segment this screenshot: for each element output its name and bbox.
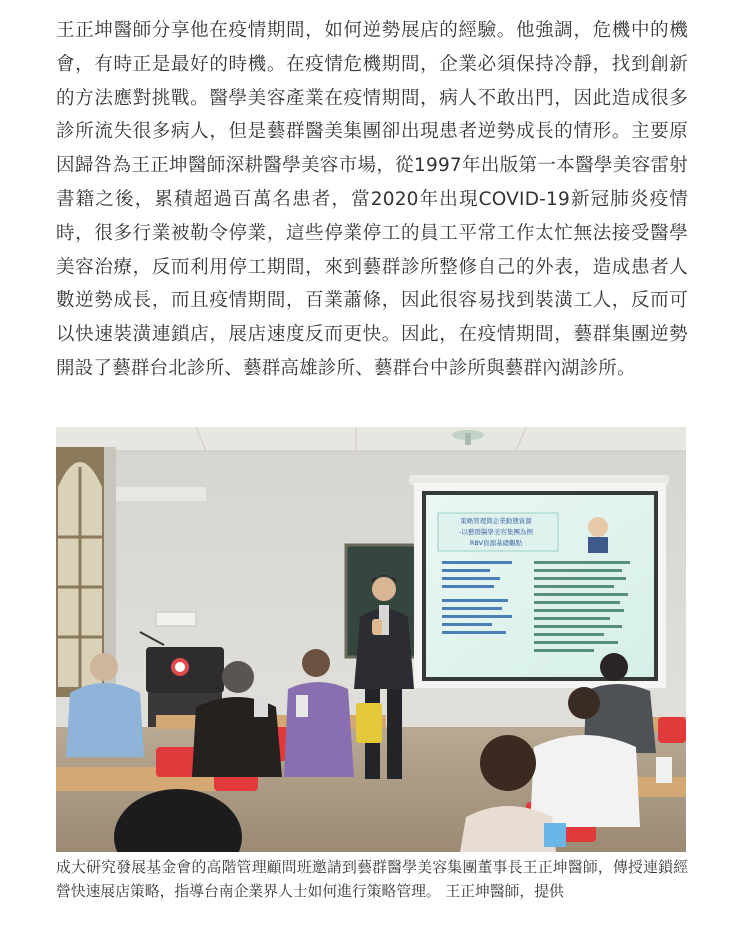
- slide-title-line-1: 策略管理與企業動態資源: [460, 517, 532, 525]
- photo-caption: 成大研究發展基金會的高階管理顧問班邀請到藝群醫學美容集團董事長王正坤醫師，傳授連鎖經營快速展店策略，指導台南企業界人士如何進行策略管理。 王正坤醫師，提供: [56, 859, 688, 900]
- seminar-photo: [56, 427, 686, 852]
- slide-title-line-3: RBV資源基礎觀點: [469, 539, 523, 547]
- article-paragraph: 王正坤醫師分享他在疫情期間，如何逆勢展店的經驗。他強調，危機中的機會，有時正是最好的時機。在疫情危機期間，企業必須保持冷靜，找到創新的方法應對挑戰。醫學美容產業在疫情期間，病人不敢出門，因此造成很多診所流失很多病人，但是藝群醫美集團卻出現患者逆勢成長的情形。主要原因歸咎為王正坤醫師深耕醫學美容市場，從1997年出版第一本醫學美容雷射書籍之後，累積超過百萬名患者，當2020年出現COVID-19新冠肺炎疫情時，很多行業被勒令停業，這些停業停工的員工平常工作太忙無法接受醫學美容治療，反而利用停工期間，來到藝群診所整修自己的外表，造成患者人數逆勢成長，而且疫情期間，百業蕭條，因此很容易找到裝潢工人，反而可以快速裝潢連鎖店，展店速度反而更快。因此，在疫情期間，藝群集團逆勢開設了藝群台北診所、藝群高雄診所、藝群台中診所與藝群內湖診所。: [56, 20, 688, 379]
- slide-title-line-2: -以藝群醫學美容集團為例: [459, 528, 533, 536]
